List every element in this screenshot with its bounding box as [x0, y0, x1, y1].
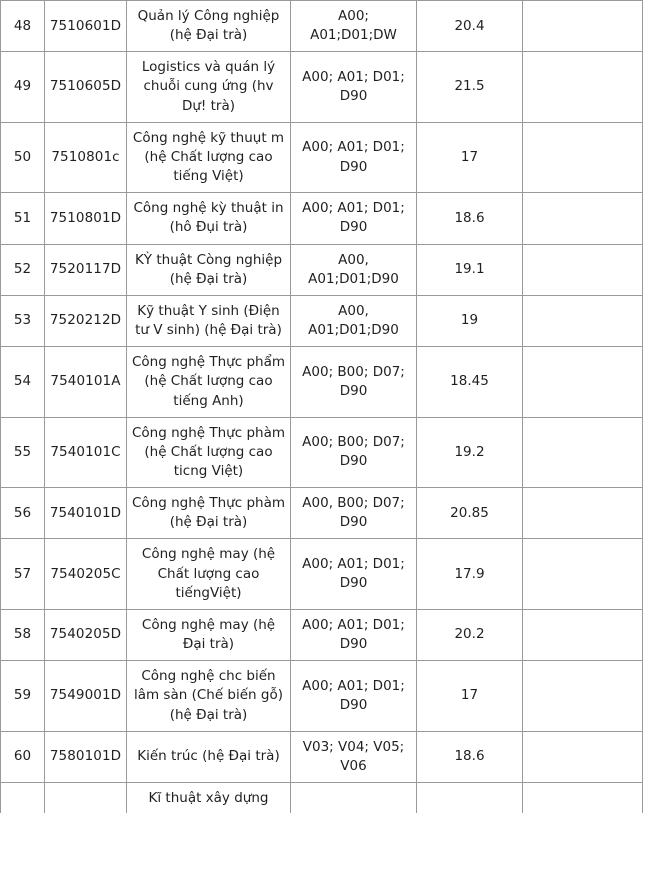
row-group: A00; A01; D01; D90 [291, 661, 417, 731]
row-name: Kiến trúc (hệ Đại trà) [127, 731, 291, 782]
row-name: Công nghệ Thực phàm (hệ Đại trà) [127, 488, 291, 539]
table-row [1, 347, 643, 417]
row-group: A00; A01; D01; D90 [291, 52, 417, 122]
row-group: V03; V04; V05; V06 [291, 731, 417, 782]
row-name: Kỹ thuật Y sinh (Điện tư V sinh) (hệ Đại trà) [127, 295, 291, 346]
row-name: KỲ thuật Còng nghiệp (hệ Đại trà) [127, 244, 291, 295]
row-group: A00; A01;D01;DW [291, 1, 417, 52]
row-group: A00; B00; D07; D90 [291, 417, 417, 487]
row-group: A00; A01; D01; D90 [291, 539, 417, 609]
table-row [1, 193, 643, 244]
row-name-clipped: Kĩ thuật xây dựng [148, 790, 269, 806]
row-name: Công nghệ kỳ thuật in (hô Đụi trà) [127, 193, 291, 244]
row-name: Công nghệ may (hệ Chất lượng cao tiếngViệt) [127, 539, 291, 609]
row-name: Công nghệ kỹ thuụt m (hệ Chất lượng cao tiếng Việt) [127, 122, 291, 192]
row-stt: 48 [1, 1, 45, 52]
row-code [45, 783, 127, 814]
row-note [523, 193, 643, 244]
row-code: 7540205D [45, 609, 127, 660]
row-group: A00; A01; D01; D90 [291, 193, 417, 244]
table-row [1, 122, 643, 192]
row-stt: 52 [1, 244, 45, 295]
row-score: 18.6 [417, 731, 523, 782]
table-row-partial [1, 783, 643, 814]
row-score: 19.1 [417, 244, 523, 295]
row-stt: 50 [1, 122, 45, 192]
table-row [1, 417, 643, 487]
row-score: 17.9 [417, 539, 523, 609]
row-note [523, 731, 643, 782]
row-code: 7549001D [45, 661, 127, 731]
row-group: A00, A01;D01;D90 [291, 244, 417, 295]
row-score: 17 [417, 122, 523, 192]
row-stt: 58 [1, 609, 45, 660]
row-note [523, 539, 643, 609]
row-code: 7510605D [45, 52, 127, 122]
row-name: Công nghệ Thực phàm (hệ Chất lượng cao ticng Việt) [127, 417, 291, 487]
row-note [523, 122, 643, 192]
row-name: Logistics và quán lý chuỗi cung ứng (hv Dự! trà) [127, 52, 291, 122]
row-score: 18.45 [417, 347, 523, 417]
row-code: 7580101D [45, 731, 127, 782]
row-group: A00, B00; D07; D90 [291, 488, 417, 539]
row-stt: 57 [1, 539, 45, 609]
row-group: A00, A01;D01;D90 [291, 295, 417, 346]
row-note [523, 417, 643, 487]
row-note [523, 244, 643, 295]
row-note [523, 661, 643, 731]
table-row [1, 52, 643, 122]
row-group: A00; B00; D07; D90 [291, 347, 417, 417]
row-stt: 51 [1, 193, 45, 244]
row-code: 7540101D [45, 488, 127, 539]
row-note [523, 52, 643, 122]
row-note [523, 347, 643, 417]
row-name: Quản lý Công nghiệp (hệ Đại trà) [127, 1, 291, 52]
row-score: 20.4 [417, 1, 523, 52]
row-name [127, 783, 291, 814]
row-score [417, 783, 523, 814]
row-group [291, 783, 417, 814]
row-code: 7510801D [45, 193, 127, 244]
row-note [523, 1, 643, 52]
row-code: 7520212D [45, 295, 127, 346]
table-row [1, 661, 643, 731]
table-row [1, 244, 643, 295]
row-code: 7540101C [45, 417, 127, 487]
row-code: 7520117D [45, 244, 127, 295]
row-stt: 54 [1, 347, 45, 417]
table-row [1, 295, 643, 346]
row-stt: 59 [1, 661, 45, 731]
row-note [523, 488, 643, 539]
row-stt: 56 [1, 488, 45, 539]
row-stt: 60 [1, 731, 45, 782]
row-code: 7510601D [45, 1, 127, 52]
row-note [523, 609, 643, 660]
row-stt: 53 [1, 295, 45, 346]
row-name: Công nghệ Thực phẩm (hệ Chất lượng cao tiếng Anh) [127, 347, 291, 417]
table-row [1, 609, 643, 660]
row-score: 18.6 [417, 193, 523, 244]
row-group: A00; A01; D01; D90 [291, 122, 417, 192]
row-stt: 49 [1, 52, 45, 122]
row-score: 20.2 [417, 609, 523, 660]
table-row [1, 1, 643, 52]
table-row [1, 539, 643, 609]
row-score: 19 [417, 295, 523, 346]
row-stt: 55 [1, 417, 45, 487]
row-score: 19.2 [417, 417, 523, 487]
row-score: 20.85 [417, 488, 523, 539]
row-score: 17 [417, 661, 523, 731]
row-note [523, 783, 643, 814]
row-name: Công nghệ may (hệ Đại trà) [127, 609, 291, 660]
row-group: A00; A01; D01; D90 [291, 609, 417, 660]
table-body [1, 1, 643, 814]
row-note [523, 295, 643, 346]
row-name: Công nghệ chc biến lâm sàn (Chế biến gỗ) (hệ Đại trà) [127, 661, 291, 731]
table-row [1, 488, 643, 539]
row-score: 21.5 [417, 52, 523, 122]
row-code: 7540101A [45, 347, 127, 417]
row-stt [1, 783, 45, 814]
row-code: 7540205C [45, 539, 127, 609]
row-code: 7510801c [45, 122, 127, 192]
table-row [1, 731, 643, 782]
